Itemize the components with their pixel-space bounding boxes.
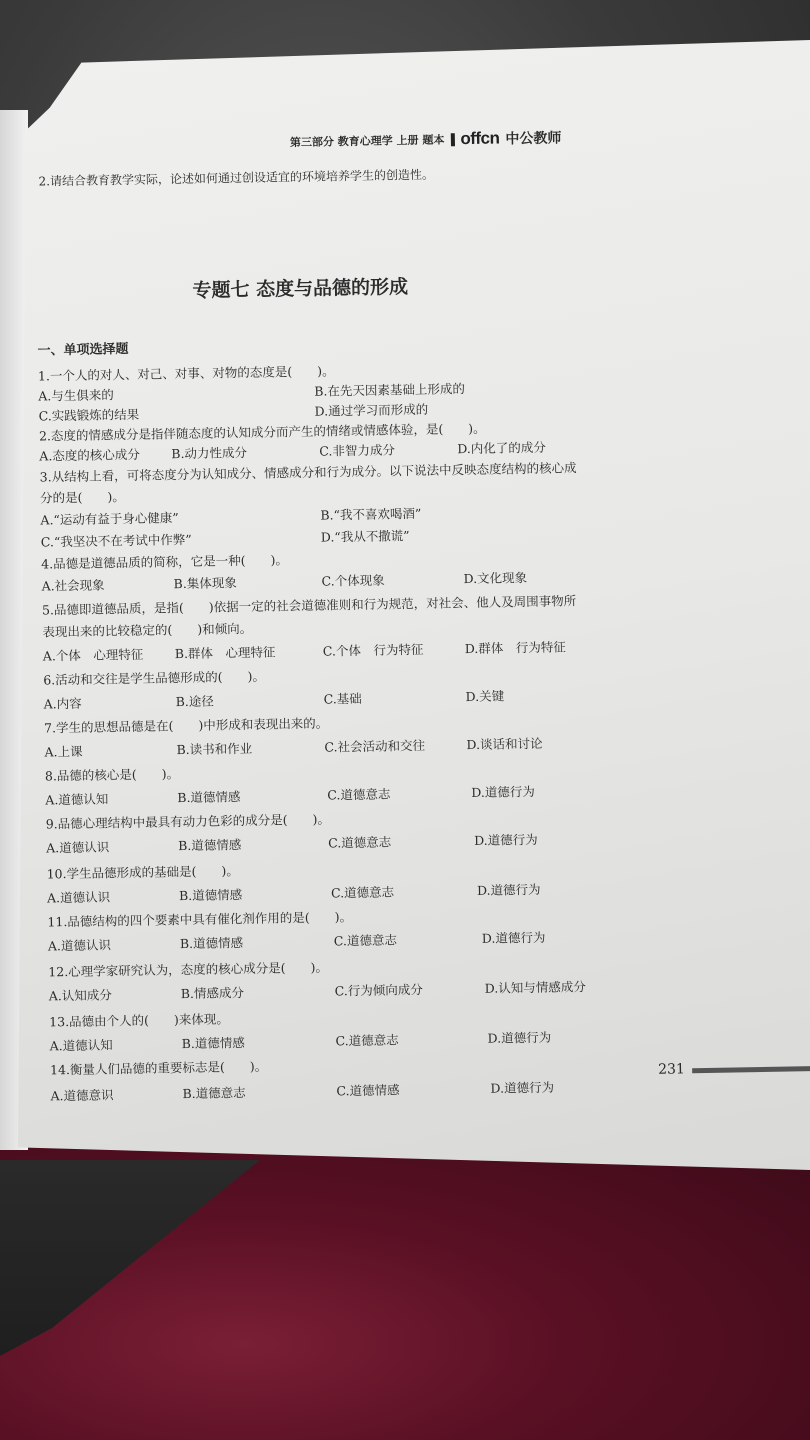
header-part-label: 第三部分 教育心理学 上册 题本 xyxy=(289,133,445,150)
option: B.道德情感 xyxy=(177,789,241,806)
option: D.通过学习而形成的 xyxy=(314,401,429,419)
option: C.道德意志 xyxy=(328,834,392,851)
question-stem: 11.品德结构的四个要素中具有催化剂作用的是( )。 xyxy=(47,909,353,930)
option: C.个体 行为特征 xyxy=(322,641,424,659)
section-heading: 一、单项选择题 xyxy=(37,341,129,359)
option: C.个体现象 xyxy=(321,572,385,589)
question-stem-continued: 表现出来的比较稳定的( )和倾向。 xyxy=(42,620,253,640)
question-stem: 10.学生品德形成的基础是( )。 xyxy=(46,863,239,882)
option: C.“我坚决不在考试中作弊” xyxy=(40,531,192,550)
option: D.道德行为 xyxy=(476,881,541,898)
option: D.道德行为 xyxy=(481,929,546,946)
option: B.集体现象 xyxy=(173,575,237,592)
option: A.道德认识 xyxy=(46,839,110,856)
page-content xyxy=(8,33,810,1177)
option: B.群体 心理特征 xyxy=(174,644,276,662)
option: D.群体 行为特征 xyxy=(464,639,566,657)
option: B.动力性成分 xyxy=(171,444,248,462)
chapter-title: 专题七 态度与品德的形成 xyxy=(192,276,409,302)
question-stem: 3.从结构上看，可将态度分为认知成分、情感成分和行为成分。以下说法中反映态度结构的核心成 xyxy=(39,460,577,485)
option: D.“我从不撒谎” xyxy=(320,528,410,545)
option: A.内容 xyxy=(43,695,82,712)
question-stem: 4.品德是道德品质的简称，它是一种( )。 xyxy=(41,552,289,572)
option: C.非智力成分 xyxy=(319,442,396,459)
option: B.“我不喜欢喝酒” xyxy=(320,505,422,523)
option: A.与生俱来的 xyxy=(38,387,114,404)
offcn-logo: offcn xyxy=(460,128,500,149)
option: B.途径 xyxy=(175,693,214,710)
option: D.谈话和讨论 xyxy=(466,735,543,753)
option: D.道德行为 xyxy=(471,783,535,801)
question-stem: 1.一个人的对人、对己、对事、对物的态度是( )。 xyxy=(37,363,335,384)
brand-name: 中公教师 xyxy=(505,130,562,148)
option: A.认知成分 xyxy=(48,987,112,1004)
question-stem: 5.品德即道德品质，是指( )依据一定的社会道德准则和行为规范，对社会、他人及周围事物所 xyxy=(41,593,577,618)
option: D.道德行为 xyxy=(473,831,538,848)
question-stem: 12.心理学家研究认为，态度的核心成分是( )。 xyxy=(48,959,329,980)
question-stem-continued: 分的是( )。 xyxy=(39,489,125,506)
question-stem: 7.学生的思想品德是在( )中形成和表现出来的。 xyxy=(43,715,329,736)
option: B.读书和作业 xyxy=(176,740,253,758)
option: D.认知与情感成分 xyxy=(484,979,586,996)
option: A.上课 xyxy=(44,743,83,760)
option: C.道德意志 xyxy=(330,884,395,901)
option: A.社会现象 xyxy=(41,577,105,594)
option: B.道德意志 xyxy=(182,1085,246,1102)
option: B.在先天因素基础上形成的 xyxy=(314,381,466,399)
question-stem: 8.品德的核心是( )。 xyxy=(44,766,180,784)
option: B.情感成分 xyxy=(180,985,245,1002)
option: A.个体 心理特征 xyxy=(42,646,144,664)
option: C.行为倾向成分 xyxy=(334,981,423,999)
question-stem: 14.衡量人们品德的重要标志是( )。 xyxy=(49,1058,268,1078)
page-number-bar xyxy=(692,1066,810,1073)
question-stem: 6.活动和交往是学生品德形成的( )。 xyxy=(43,668,266,688)
option: D.内化了的成分 xyxy=(457,439,546,457)
option: B.道德情感 xyxy=(179,935,244,952)
option: C.基础 xyxy=(323,690,362,707)
option: D.关键 xyxy=(465,688,505,705)
option: A.态度的核心成分 xyxy=(39,446,140,464)
option: B.道德情感 xyxy=(178,837,242,854)
question-stem: 2.态度的情感成分是指伴随态度的认知成分而产生的情绪或情感体验，是( )。 xyxy=(38,420,486,444)
option: C.道德意志 xyxy=(335,1032,399,1049)
option: C.社会活动和交往 xyxy=(324,737,426,755)
option: C.道德意志 xyxy=(327,786,391,803)
option: D.道德行为 xyxy=(487,1029,552,1046)
option: C.实践锻炼的结果 xyxy=(38,406,140,424)
essay-question: 2.请结合教育教学实际，论述如何通过创设适宜的环境培养学生的创造性。 xyxy=(38,167,435,189)
option: C.道德意志 xyxy=(333,932,398,949)
question-stem: 13.品德由个人的( )来体现。 xyxy=(49,1011,229,1030)
option: A.道德认识 xyxy=(47,937,112,954)
option: B.道德情感 xyxy=(181,1035,245,1052)
option: B.道德情感 xyxy=(178,887,243,904)
option: C.道德情感 xyxy=(336,1082,400,1099)
option: A.道德认知 xyxy=(45,791,109,808)
option: D.文化现象 xyxy=(463,570,528,587)
option: A.道德意识 xyxy=(50,1087,114,1104)
option: D.道德行为 xyxy=(490,1079,555,1096)
running-header xyxy=(290,124,630,154)
option: A.道德认知 xyxy=(49,1037,113,1054)
header-divider xyxy=(450,133,454,146)
page-number: 231 xyxy=(658,1061,686,1078)
option: A.道德认识 xyxy=(46,889,111,906)
option: A.“运动有益于身心健康” xyxy=(40,510,179,528)
question-stem: 9.品德心理结构中最具有动力色彩的成分是( )。 xyxy=(45,811,331,832)
